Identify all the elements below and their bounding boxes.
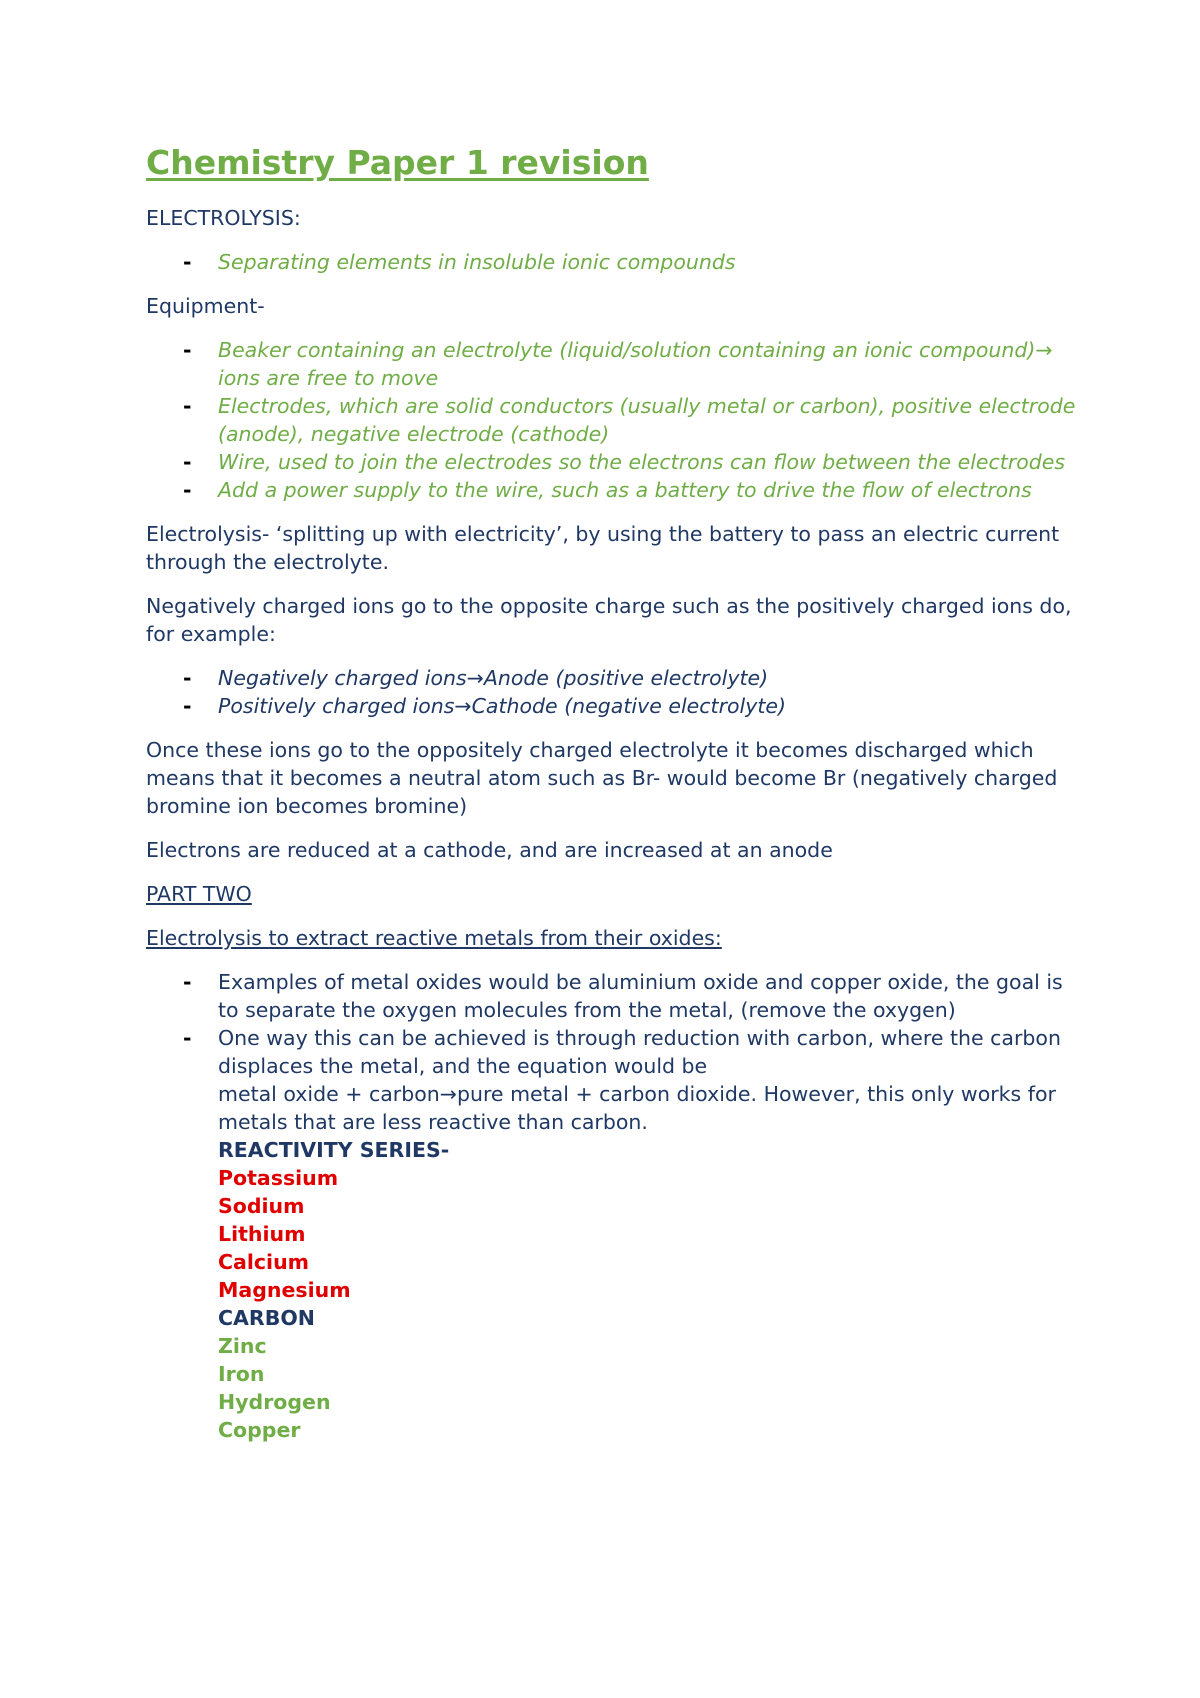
list-item: - Separating elements in insoluble ionic compounds (146, 248, 1076, 276)
reactivity-item: Sodium (218, 1194, 305, 1218)
reactivity-heading: REACTIVITY SERIES- (218, 1138, 450, 1162)
document-page (146, 140, 1076, 1460)
list-item-text: - One way this can be achieved is through reduction with carbon, where the carbon displaces the metal, and the equation would be (218, 1026, 1061, 1078)
reactivity-item: Potassium (218, 1166, 339, 1190)
list-item: - Beaker containing an electrolyte (liquid/solution containing an ionic compound)→ ions are free to move (146, 336, 1076, 392)
reactivity-item: Copper (218, 1418, 301, 1442)
equation-text: metal oxide + carbon→pure metal + carbon dioxide. However, this only works for metals that are less reactive than carbon. (218, 1082, 1056, 1134)
reactivity-item: Lithium (218, 1222, 306, 1246)
equipment-list (146, 336, 1076, 504)
reactivity-item: Magnesium (218, 1278, 351, 1302)
reactivity-item: CARBON (218, 1306, 315, 1330)
electrolysis-definition: Electrolysis- ‘splitting up with electricity’, by using the battery to pass an electric current through the electrolyte. (146, 522, 1060, 574)
list-item: - Wire, used to join the electrodes so the electrons can flow between the electrodes (146, 448, 1076, 476)
discharge-paragraph: Once these ions go to the oppositely charged electrolyte it becomes discharged which means that it becomes a neutral atom such as Br- would become Br (negatively charged bromine ion becomes bromine) (146, 738, 1058, 818)
list-item: - Examples of metal oxides would be aluminium oxide and copper oxide, the goal is to separate the oxygen molecules from the metal, (remove the oxygen) (146, 968, 1076, 1024)
list-item (146, 1024, 1076, 1444)
electrons-paragraph: Electrons are reduced at a cathode, and are increased at an anode (146, 838, 833, 862)
list-item: - Add a power supply to the wire, such as a battery to drive the flow of electrons (146, 476, 1076, 504)
reactivity-item: Zinc (218, 1334, 267, 1358)
reactivity-item: Hydrogen (218, 1390, 331, 1414)
ions-list (146, 664, 1076, 720)
extract-heading: Electrolysis to extract reactive metals from their oxides: (146, 926, 722, 950)
extract-list (146, 968, 1076, 1444)
reactivity-item: Calcium (218, 1250, 310, 1274)
ions-paragraph: Negatively charged ions go to the opposite charge such as the positively charged ions do, for example: (146, 594, 1072, 646)
reactivity-series (218, 1136, 1076, 1444)
electrolysis-heading: ELECTROLYSIS: (146, 206, 301, 230)
equipment-label: Equipment- (146, 294, 265, 318)
part-two-heading: PART TWO (146, 882, 252, 906)
list-item: - Electrodes, which are solid conductors (usually metal or carbon), positive electrode (anode), negative electrode (cathode) (146, 392, 1076, 448)
list-item: - Negatively charged ions→Anode (positive electrolyte) (146, 664, 1076, 692)
reactivity-item: Iron (218, 1362, 265, 1386)
page-title: Chemistry Paper 1 revision (146, 143, 649, 182)
definition-list (146, 248, 1076, 276)
list-item: - Positively charged ions→Cathode (negative electrolyte) (146, 692, 1076, 720)
